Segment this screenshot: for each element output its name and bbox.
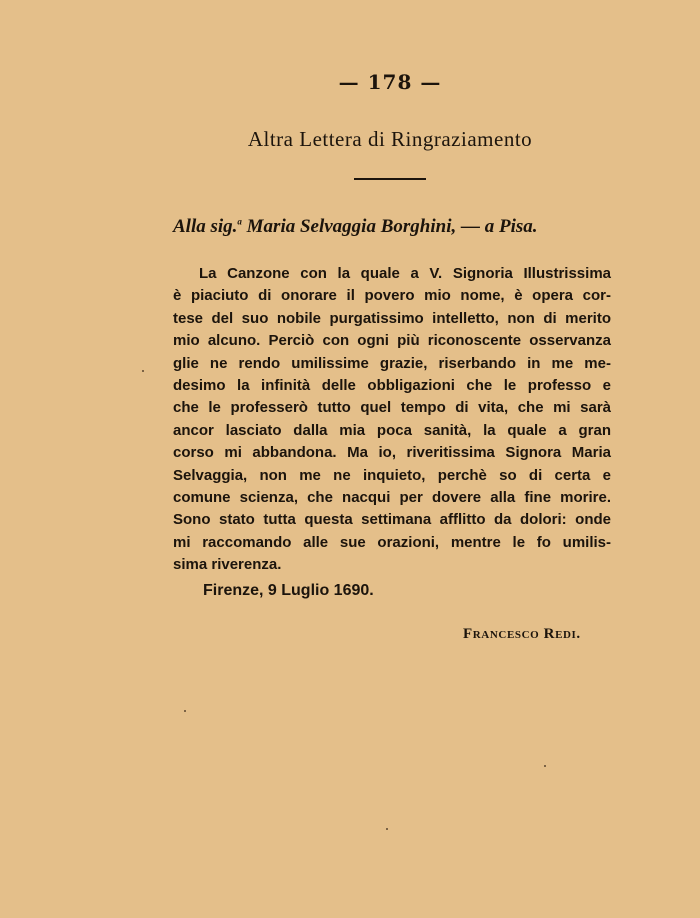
letter-title: Altra Lettera di Ringraziamento: [247, 127, 533, 151]
paper-speck: [142, 370, 144, 372]
paper-speck: [184, 710, 186, 712]
paper-speck: [544, 765, 546, 767]
body-line: mi raccomando alle sue orazioni, mentre le fo umilis-: [173, 533, 611, 551]
body-line: La Canzone con la quale a V. Signoria Illustrissima: [199, 265, 611, 282]
letter-date: Firenze, 9 Luglio 1690.: [203, 582, 374, 599]
page-number: — 178 —: [338, 70, 442, 94]
body-line: desimo la infinità delle obbligazioni che le professo e: [173, 376, 611, 394]
body-line: tese del suo nobile purgatissimo intelletto, non di merito: [173, 309, 611, 327]
letter-body: [173, 263, 611, 576]
body-line: ancor lasciato dalla mia poca sanità, la quale a gran: [173, 421, 611, 439]
body-line: Selvaggia, non me ne inquieto, perchè so di certa e: [173, 466, 611, 484]
body-line: corso mi abbandona. Ma io, riveritissima Signora Maria: [173, 444, 611, 462]
letter-signature: Francesco Redi.: [463, 626, 581, 642]
salutation-superscript: a: [237, 216, 242, 227]
body-line: che le professerò tutto quel tempo di vita, che mi sarà: [173, 399, 611, 417]
salutation-rest: Maria Selvaggia Borghini, — a Pisa.: [241, 216, 538, 237]
salutation-main: Alla sig.: [173, 216, 238, 237]
body-line: comune scienza, che nacqui per dovere alla fine morire.: [173, 488, 611, 506]
body-line: è piaciuto di onorare il povero mio nome, è opera cor-: [173, 287, 611, 305]
salutation: [173, 216, 538, 238]
body-line: Sono stato tutta questa settimana afflitto da dolori: onde: [173, 511, 611, 529]
body-line: glie ne rendo umilissime grazie, riserbando in me me-: [173, 354, 611, 372]
title-rule: [354, 178, 426, 180]
body-line: mio alcuno. Perciò con ogni più riconoscente osservanza: [173, 332, 611, 350]
body-line: sima riverenza.: [173, 556, 282, 574]
paper-speck: [386, 828, 388, 830]
